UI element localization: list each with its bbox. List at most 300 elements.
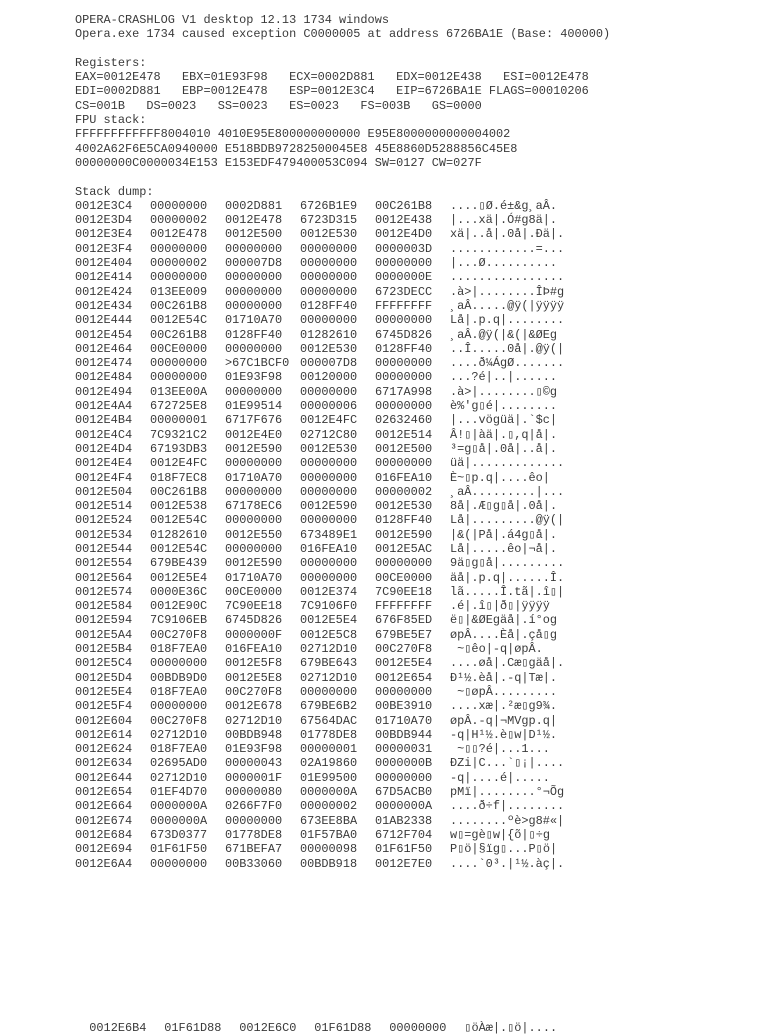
stack-value: 00000031 (375, 742, 433, 757)
stack-value: 01282610 (300, 327, 358, 342)
stack-ascii: |...vögüä|.`$c| (450, 413, 558, 428)
stack-value: 01EF4D70 (150, 785, 208, 800)
stack-value: 7C90EE18 (225, 599, 283, 614)
stack-ascii: ....ð÷f|........ (450, 799, 565, 814)
stack-value: 0128FF40 (375, 513, 433, 528)
stack-address: 0012E3F4 (75, 241, 133, 256)
stack-ascii: P▯ö|§ïg▯...P▯ö| (450, 842, 558, 857)
stack-address: 0012E674 (75, 813, 133, 828)
stack-value: 0000000F (225, 627, 283, 642)
stack-value: 01710A70 (225, 470, 283, 485)
stack-value: 00CE0000 (150, 341, 208, 356)
stack-value: 676F85ED (375, 613, 433, 628)
stack-value: 00000000 (300, 270, 358, 285)
stack-dump-row (75, 828, 755, 842)
stack-address: 0012E544 (75, 541, 133, 556)
stack-value: 00000000 (225, 298, 283, 313)
stack-dump-row (75, 842, 755, 856)
stack-value: 6717F676 (225, 413, 283, 428)
stack-value: 0000000A (150, 799, 208, 814)
stack-ascii: ë▯|&ØEgäå|.í°og (450, 613, 558, 628)
registers-heading: Registers: (75, 55, 147, 70)
stack-value: 00CE0000 (375, 570, 433, 585)
stack-value: 00000000 (225, 813, 283, 828)
stack-dump-row (75, 556, 755, 570)
stack-value: 02695AD0 (150, 756, 208, 771)
registers-line-1: EAX=0012E478 EBX=01E93F98 ECX=0002D881 EDX=0012E438 ESI=0012E478 (75, 70, 589, 85)
stack-address: 0012E604 (75, 713, 133, 728)
stack-value: 0012E530 (375, 499, 433, 514)
stack-value: 00000000 (300, 284, 358, 299)
stack-address: 0012E654 (75, 785, 133, 800)
stack-ascii: äå|.p.q|......Î. (450, 570, 565, 585)
stack-value: 00000002 (300, 799, 358, 814)
stack-value: 00C270F8 (150, 713, 208, 728)
stack-ascii: |...xä|.Ó#g8ä|. (450, 213, 558, 228)
stack-value: 6723DECC (375, 284, 433, 299)
stack-address: 0012E4C4 (75, 427, 133, 442)
stack-value: 00000000 (150, 656, 208, 671)
stack-value: 00000000 (375, 313, 433, 328)
stack-value: 01F61F50 (150, 842, 208, 857)
stack-value: 00000000 (375, 256, 433, 271)
stack-value: 0266F7F0 (225, 799, 283, 814)
stack-ascii: ............=... (450, 241, 565, 256)
stack-value: 0012E538 (150, 499, 208, 514)
stack-value: 00000000 (300, 384, 358, 399)
stack-value: 0012E6C0 (239, 1021, 297, 1036)
stack-address: 0012E554 (75, 556, 133, 571)
stack-value: 0012E590 (375, 527, 433, 542)
stack-value: 00000000 (375, 456, 433, 471)
stack-value: 02712D10 (225, 713, 283, 728)
stack-value: 01F61D88 (164, 1021, 222, 1036)
stack-value: 00BDB944 (375, 727, 433, 742)
stack-value: 0002D881 (225, 198, 283, 213)
stack-value: 0000003D (375, 241, 433, 256)
stack-value: 0000000A (375, 799, 433, 814)
stack-value: 018F7EA0 (150, 642, 208, 657)
stack-dump-row (75, 399, 755, 413)
stack-dump-row (75, 799, 755, 813)
stack-value: 018F7EA0 (150, 684, 208, 699)
stack-value: 6726B1E9 (300, 198, 358, 213)
stack-value: 01E93F98 (225, 370, 283, 385)
stack-value: 0012E54C (150, 313, 208, 328)
stack-value: 016FEA10 (300, 541, 358, 556)
stack-value: 01AB2338 (375, 813, 433, 828)
stack-value: 00C261B8 (375, 198, 433, 213)
stack-value: 7C90EE18 (375, 584, 433, 599)
stack-value: 00BDB948 (225, 727, 283, 742)
stack-value: 00000000 (225, 513, 283, 528)
stack-address: 0012E5C4 (75, 656, 133, 671)
stack-value: 00000000 (375, 684, 433, 699)
stack-value: 01778DE8 (225, 827, 283, 842)
stack-value: 00000000 (150, 198, 208, 213)
stack-value: 000007D8 (225, 256, 283, 271)
stack-dump-row (75, 857, 755, 871)
stack-dump-row (75, 442, 755, 456)
stack-value: 00000000 (300, 484, 358, 499)
stack-value: 016FEA10 (225, 642, 283, 657)
stack-dump-row (75, 342, 755, 356)
stack-value: 0000001F (225, 770, 283, 785)
stack-value: 0012E5C8 (300, 627, 358, 642)
stack-dump-row (75, 613, 755, 627)
stack-dump-row (75, 485, 755, 499)
stack-value: 00000000 (225, 384, 283, 399)
stack-ascii: ~▯▯?é|...1... (450, 742, 550, 757)
crash-log-document (75, 13, 755, 871)
stack-address: 0012E4D4 (75, 441, 133, 456)
stack-dump-row (75, 728, 755, 742)
stack-value: 6723D315 (300, 213, 358, 228)
stack-value: 02712C80 (300, 427, 358, 442)
stack-value: 0012E500 (375, 441, 433, 456)
stack-ascii: ¸aÂ.....@ÿ(|ÿÿÿÿ (450, 298, 565, 313)
stack-value: 013EE009 (150, 284, 208, 299)
stack-dump-heading: Stack dump: (75, 184, 154, 199)
stack-value: 00BDB918 (300, 856, 358, 871)
stack-value: 018F7EC8 (150, 470, 208, 485)
stack-address: 0012E4E4 (75, 456, 133, 471)
stack-address: 0012E504 (75, 484, 133, 499)
stack-address: 0012E5B4 (75, 642, 133, 657)
stack-value: 01778DE8 (300, 727, 358, 742)
stack-ascii: Ð¹½.èå|.-q|Tæ|. (450, 670, 558, 685)
stack-value: 00C270F8 (150, 627, 208, 642)
stack-value: 0012E590 (225, 441, 283, 456)
stack-dump-row (75, 771, 755, 785)
stack-value: 00000080 (225, 785, 283, 800)
stack-dump-row (75, 513, 755, 527)
stack-value: 00000000 (225, 284, 283, 299)
stack-value: 00000043 (225, 756, 283, 771)
stack-value: 00000000 (389, 1021, 447, 1036)
stack-ascii: ~▯êo|-q|øpÂ. (450, 642, 543, 657)
stack-ascii: è%'g▯é|........ (450, 399, 558, 414)
stack-value: 00000000 (375, 556, 433, 571)
stack-ascii: ³=g▯å|.0å|..å|. (450, 441, 558, 456)
stack-value: 67564DAC (300, 713, 358, 728)
stack-value: 00000000 (225, 341, 283, 356)
stack-address: 0012E694 (75, 842, 133, 857)
stack-address: 0012E5A4 (75, 627, 133, 642)
stack-address: 0012E404 (75, 256, 133, 271)
stack-ascii: Lå|.p.q|........ (450, 313, 565, 328)
stack-value: 00000000 (300, 684, 358, 699)
stack-ascii: ....xæ|.²æ▯g9¾. (450, 699, 558, 714)
stack-dump-row (75, 428, 755, 442)
stack-dump-row (75, 685, 755, 699)
stack-value: 6712F704 (375, 827, 433, 842)
stack-value: 00C261B8 (150, 484, 208, 499)
fpu-line-2: 4002A62F6E5CA0940000 E518BDB97282500045E8 45E8860D5288856C45E8 (75, 141, 518, 156)
stack-value: 0000000E (375, 270, 433, 285)
stack-ascii: -q|....é|..... (450, 770, 550, 785)
stack-dump-row (75, 628, 755, 642)
stack-value: 00000000 (225, 541, 283, 556)
stack-value: 0128FF40 (300, 298, 358, 313)
stack-value: 0012E654 (375, 670, 433, 685)
stack-value: 02712D10 (150, 727, 208, 742)
stack-value: 01F61D88 (314, 1021, 372, 1036)
stack-address: 0012E524 (75, 513, 133, 528)
stack-address: 0012E514 (75, 499, 133, 514)
stack-dump-row (75, 742, 755, 756)
stack-value: 0012E5E4 (150, 570, 208, 585)
stack-address: 0012E594 (75, 613, 133, 628)
stack-value: 671BEFA7 (225, 842, 283, 857)
stack-value: 679BE6B2 (300, 699, 358, 714)
stack-value: 00000000 (375, 356, 433, 371)
stack-dump-row (75, 756, 755, 770)
stack-value: 00120000 (300, 370, 358, 385)
stack-dump-row (75, 213, 755, 227)
stack-dump-row (75, 642, 755, 656)
stack-value: 0012E530 (300, 441, 358, 456)
stack-value: 000007D8 (300, 356, 358, 371)
stack-address: 0012E6A4 (75, 856, 133, 871)
stack-value: 0000000A (300, 785, 358, 800)
stack-value: 0012E514 (375, 427, 433, 442)
stack-value: 01E99500 (300, 770, 358, 785)
exception-line: Opera.exe 1734 caused exception C0000005 at address 6726BA1E (Base: 400000) (75, 27, 611, 42)
stack-dump-row (75, 585, 755, 599)
stack-address: 0012E444 (75, 313, 133, 328)
stack-address: 0012E574 (75, 584, 133, 599)
stack-address: 0012E4F4 (75, 470, 133, 485)
stack-value: 00B33060 (225, 856, 283, 871)
spacer (75, 42, 755, 56)
stack-dump-table (75, 199, 755, 871)
stack-value: 00C270F8 (225, 684, 283, 699)
stack-value: 0000E36C (150, 584, 208, 599)
stack-ascii: |&(|På|.á4g▯å|. (450, 527, 558, 542)
stack-dump-row (75, 313, 755, 327)
stack-value: 679BE643 (300, 656, 358, 671)
stack-dump-row (75, 270, 755, 284)
stack-address: 0012E3C4 (75, 198, 133, 213)
stack-ascii: ▯öÀæ|.▯ö|.... (464, 1021, 558, 1036)
stack-ascii: ....`0³.|¹½.àç|. (450, 856, 565, 871)
stack-ascii: Lå|.....êo|¬å|. (450, 541, 558, 556)
stack-value: 00000000 (300, 456, 358, 471)
stack-dump-row (75, 542, 755, 556)
stack-value: 01F57BA0 (300, 827, 358, 842)
stack-ascii: øpÂ....Èå|.çå▯g (450, 627, 558, 642)
fpu-heading: FPU stack: (75, 113, 147, 128)
stack-value: 0012E590 (300, 499, 358, 514)
stack-ascii: ¸aÂ.........|... (450, 484, 565, 499)
stack-value: 00000000 (300, 313, 358, 328)
stack-value: 0128FF40 (375, 341, 433, 356)
stack-address: 0012E624 (75, 742, 133, 757)
stack-dump-row (75, 285, 755, 299)
stack-value: 00000006 (300, 399, 358, 414)
registers-line-3: CS=001B DS=0023 SS=0023 ES=0023 FS=003B GS=0000 (75, 98, 482, 113)
stack-dump-row (75, 356, 755, 370)
stack-address: 0012E454 (75, 327, 133, 342)
stack-value: 016FEA10 (375, 470, 433, 485)
stack-value: 679BE439 (150, 556, 208, 571)
stack-value: 00000000 (225, 456, 283, 471)
stack-address: 0012E684 (75, 827, 133, 842)
stack-value: 00000002 (150, 256, 208, 271)
stack-value: 0012E678 (225, 699, 283, 714)
stack-value: 00000000 (300, 556, 358, 571)
stack-value: 02A19860 (300, 756, 358, 771)
stack-ascii: Lå|.........@ÿ(| (450, 513, 565, 528)
stack-value: 00BDB9D0 (150, 670, 208, 685)
stack-value: 6745D826 (375, 327, 433, 342)
stack-ascii: 8å|.Æ▯g▯å|.0å|. (450, 499, 558, 514)
stack-value: 0012E478 (150, 227, 208, 242)
stack-address: 0012E4B4 (75, 413, 133, 428)
stack-value: 00000000 (300, 570, 358, 585)
stack-ascii: .à>|........▯©g (450, 384, 558, 399)
stack-value: 01E93F98 (225, 742, 283, 757)
stack-value: 01F61F50 (375, 842, 433, 857)
stack-address: 0012E3D4 (75, 213, 133, 228)
stack-address: 0012E5F4 (75, 699, 133, 714)
stack-value: 0012E5E8 (225, 670, 283, 685)
stack-value: 01710A70 (225, 313, 283, 328)
stack-address: 0012E494 (75, 384, 133, 399)
stack-ascii: 9ä▯g▯å|......... (450, 556, 565, 571)
stack-dump-row (75, 456, 755, 470)
stack-value: 673EE8BA (300, 813, 358, 828)
stack-ascii: Â!▯|àä|.▯,q|å|. (450, 427, 558, 442)
stack-dump-row (75, 413, 755, 427)
stack-value: 00000000 (375, 399, 433, 414)
stack-dump-last-row (75, 1007, 557, 1036)
stack-value: 00000000 (300, 470, 358, 485)
stack-ascii: ................ (450, 270, 565, 285)
stack-dump-row (75, 370, 755, 384)
stack-value: 00000000 (150, 370, 208, 385)
stack-address: 0012E644 (75, 770, 133, 785)
stack-address: 0012E484 (75, 370, 133, 385)
stack-ascii: ....▯Ø.é±&g¸aÂ. (450, 198, 558, 213)
stack-value: 0012E374 (300, 584, 358, 599)
stack-value: 0012E54C (150, 541, 208, 556)
stack-dump-row (75, 242, 755, 256)
stack-value: 00000002 (375, 484, 433, 499)
stack-value: 00CE0000 (225, 584, 283, 599)
stack-value: 00000002 (150, 213, 208, 228)
stack-value: 0012E550 (225, 527, 283, 542)
stack-address: 0012E534 (75, 527, 133, 542)
stack-value: 02632460 (375, 413, 433, 428)
stack-dump-row (75, 571, 755, 585)
stack-value: 00000000 (225, 484, 283, 499)
stack-ascii: w▯=gè▯w|{õ|▯÷g (450, 827, 550, 842)
stack-value: 7C9106EB (150, 613, 208, 628)
stack-value: 673D0377 (150, 827, 208, 842)
stack-value: 00C261B8 (150, 298, 208, 313)
stack-value: 00000000 (150, 699, 208, 714)
stack-value: 0000000B (375, 756, 433, 771)
stack-value: 0012E4FC (150, 456, 208, 471)
stack-value: 01E99514 (225, 399, 283, 414)
stack-dump-row (75, 499, 755, 513)
stack-value: 0012E5F8 (225, 656, 283, 671)
stack-address: 0012E414 (75, 270, 133, 285)
stack-ascii: È~▯p.q|....êo| (450, 470, 550, 485)
stack-value: 0012E500 (225, 227, 283, 242)
stack-value: 00C270F8 (375, 642, 433, 657)
stack-value: 00000000 (150, 356, 208, 371)
stack-value: 0012E478 (225, 213, 283, 228)
stack-value: 7C9321C2 (150, 427, 208, 442)
stack-value: 00C261B8 (150, 327, 208, 342)
stack-value: 00000000 (300, 241, 358, 256)
stack-value: 01282610 (150, 527, 208, 542)
stack-value: 01710A70 (375, 713, 433, 728)
stack-value: 00000000 (225, 241, 283, 256)
stack-ascii: øpÂ.-q|¬MVgp.q| (450, 713, 558, 728)
stack-address: 0012E564 (75, 570, 133, 585)
stack-address: 0012E464 (75, 341, 133, 356)
stack-value: 00000000 (150, 270, 208, 285)
stack-address: 0012E5D4 (75, 670, 133, 685)
stack-value: 0012E5E4 (375, 656, 433, 671)
stack-ascii: ÐZi|C...`▯¡|.... (450, 756, 565, 771)
stack-value: 00000001 (150, 413, 208, 428)
stack-value: 00BE3910 (375, 699, 433, 714)
stack-value: 00000001 (300, 742, 358, 757)
stack-value: 02712D10 (300, 642, 358, 657)
stack-value: 00000000 (375, 370, 433, 385)
log-title: OPERA-CRASHLOG V1 desktop 12.13 1734 windows (75, 13, 389, 27)
stack-value: 018F7EA0 (150, 742, 208, 757)
spacer (75, 170, 755, 184)
stack-ascii: .é|.î▯|ð▯|ÿÿÿÿ (450, 599, 550, 614)
stack-ascii: ........ºè>g8#«| (450, 813, 565, 828)
stack-value: 0128FF40 (225, 327, 283, 342)
stack-value: >67C1BCF0 (225, 356, 290, 371)
stack-dump-row (75, 699, 755, 713)
stack-value: 679BE5E7 (375, 627, 433, 642)
registers-line-2: EDI=0002D881 EBP=0012E478 ESP=0012E3C4 EIP=6726BA1E FLAGS=00010206 (75, 84, 589, 99)
stack-value: 7C9106F0 (300, 599, 358, 614)
stack-value: FFFFFFFF (375, 298, 433, 313)
stack-ascii: |...Ø.......... (450, 256, 558, 271)
stack-dump-row (75, 227, 755, 241)
stack-value: 00000000 (300, 256, 358, 271)
stack-value: 00000098 (300, 842, 358, 857)
stack-dump-row (75, 256, 755, 270)
stack-address: 0012E664 (75, 799, 133, 814)
stack-value: 6745D826 (225, 613, 283, 628)
stack-value: 67178EC6 (225, 499, 283, 514)
stack-value: FFFFFFFF (375, 599, 433, 614)
stack-address: 0012E424 (75, 284, 133, 299)
stack-address: 0012E3E4 (75, 227, 133, 242)
stack-value: 0012E54C (150, 513, 208, 528)
stack-value: 013EE00A (150, 384, 208, 399)
stack-dump-row (75, 528, 755, 542)
stack-value: 672725E8 (150, 399, 208, 414)
stack-address: 0012E634 (75, 756, 133, 771)
stack-dump-row (75, 471, 755, 485)
stack-value: 6717A998 (375, 384, 433, 399)
stack-address: 0012E584 (75, 599, 133, 614)
fpu-line-3: 00000000C0000034E153 E153EDF479400053C094 SW=0127 CW=027F (75, 155, 482, 170)
stack-ascii: lã.....Î.tã|.î▯| (450, 584, 565, 599)
